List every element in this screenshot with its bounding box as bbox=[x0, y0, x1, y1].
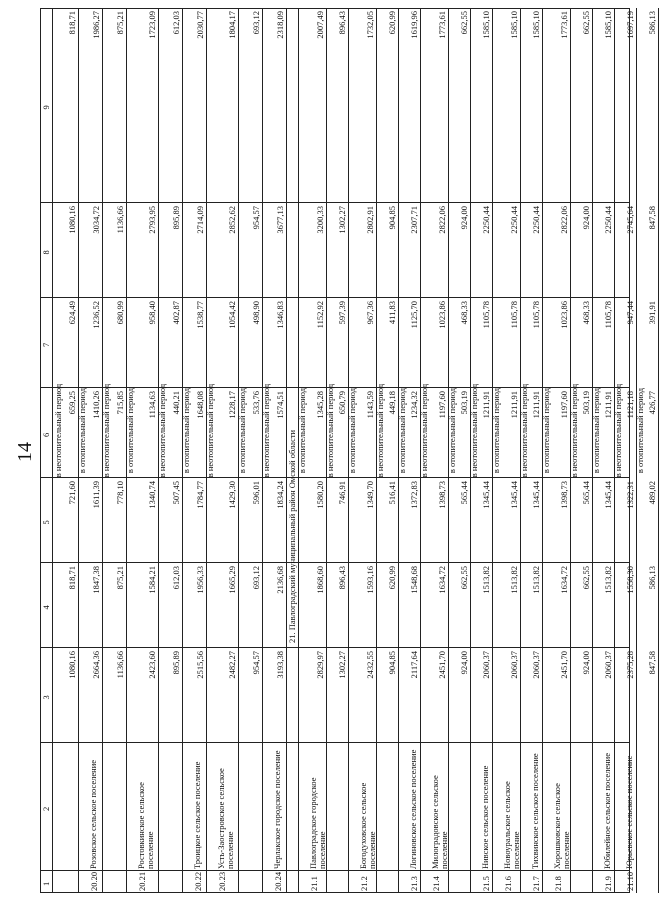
value-cell: 662,55 bbox=[581, 11, 591, 35]
row-id: 21.1 bbox=[309, 876, 319, 891]
row-id: 21.3 bbox=[409, 876, 419, 891]
value-cell: 1023,86 bbox=[559, 301, 569, 329]
value-cell: 411,83 bbox=[387, 301, 397, 325]
row-id: 21.8 bbox=[553, 876, 563, 891]
period-label: в неотопительный период bbox=[469, 383, 479, 478]
row-name: Юбилейное сельское поселение bbox=[602, 752, 612, 869]
row-id: 20.21 bbox=[137, 871, 147, 891]
value-cell: 1538,77 bbox=[195, 301, 205, 329]
value-cell: 1054,42 bbox=[227, 301, 237, 329]
value-cell: 1136,66 bbox=[115, 651, 125, 679]
value-cell: 565,44 bbox=[459, 481, 469, 505]
value-cell: 426,77 bbox=[647, 391, 657, 415]
value-cell: 1585,10 bbox=[531, 11, 541, 39]
value-cell: 967,36 bbox=[365, 301, 375, 325]
value-cell: 2136,68 bbox=[275, 566, 285, 594]
value-cell: 947,44 bbox=[625, 301, 635, 325]
value-cell: 875,21 bbox=[115, 11, 125, 35]
value-cell: 778,10 bbox=[115, 481, 125, 505]
value-cell: 896,43 bbox=[337, 566, 347, 590]
value-cell: 1429,30 bbox=[227, 481, 237, 509]
row-name: Юрьевское сельское поселение bbox=[624, 755, 634, 869]
row-name: Новоуральское сельское поселение bbox=[502, 781, 521, 869]
value-cell: 1986,27 bbox=[91, 11, 101, 39]
value-cell: 924,00 bbox=[459, 206, 469, 230]
value-cell: 895,89 bbox=[171, 206, 181, 230]
value-cell: 2060,37 bbox=[603, 651, 613, 679]
value-cell: 924,00 bbox=[581, 206, 591, 230]
value-cell: 1513,82 bbox=[531, 566, 541, 594]
period-label: в отопительный период bbox=[181, 387, 191, 474]
row-id: 20.24 bbox=[273, 871, 283, 891]
value-cell: 2432,55 bbox=[365, 651, 375, 679]
value-cell: 1080,16 bbox=[67, 206, 77, 234]
value-cell: 2482,27 bbox=[227, 651, 237, 679]
value-cell: 597,39 bbox=[337, 301, 347, 325]
period-label: в отопительный период bbox=[237, 387, 247, 474]
value-cell: 1080,16 bbox=[67, 651, 77, 679]
value-cell: 3677,13 bbox=[275, 206, 285, 234]
row-id: 20.22 bbox=[193, 871, 203, 891]
period-label: в неотопительный период bbox=[205, 383, 215, 478]
value-cell: 565,44 bbox=[581, 481, 591, 505]
row-name: Милоградовское сельское поселение bbox=[430, 775, 449, 869]
header-cell: 1 bbox=[41, 881, 51, 886]
value-cell: 1773,61 bbox=[559, 11, 569, 39]
value-cell: 3193,38 bbox=[275, 651, 285, 679]
value-cell: 1619,96 bbox=[409, 11, 419, 39]
value-cell: 1611,39 bbox=[91, 481, 101, 509]
value-cell: 715,85 bbox=[115, 391, 125, 415]
period-label: в неотопительный период bbox=[53, 383, 63, 478]
value-cell: 1585,10 bbox=[603, 11, 613, 39]
value-cell: 1134,63 bbox=[147, 391, 157, 419]
row-id: 20.23 bbox=[217, 871, 227, 891]
value-cell: 2793,95 bbox=[147, 206, 157, 234]
value-cell: 1648,08 bbox=[195, 391, 205, 419]
value-cell: 503,19 bbox=[581, 391, 591, 415]
value-cell: 1580,20 bbox=[315, 481, 325, 509]
value-cell: 1349,70 bbox=[365, 481, 375, 509]
value-cell: 2451,70 bbox=[437, 651, 447, 679]
value-cell: 2822,06 bbox=[559, 206, 569, 234]
header-cell: 5 bbox=[41, 520, 51, 525]
value-cell: 958,40 bbox=[147, 301, 157, 325]
period-label: в неотопительный период bbox=[613, 383, 623, 478]
value-cell: 1593,16 bbox=[365, 566, 375, 594]
value-cell: 1410,26 bbox=[91, 391, 101, 419]
period-label: в неотопительный период bbox=[325, 383, 335, 478]
value-cell: 2060,37 bbox=[531, 651, 541, 679]
value-cell: 954,57 bbox=[251, 651, 261, 675]
period-label: в неотопительный период bbox=[569, 383, 579, 478]
row-id: 21.7 bbox=[531, 876, 541, 891]
value-cell: 1773,61 bbox=[437, 11, 447, 39]
value-cell: 2423,60 bbox=[147, 651, 157, 679]
value-cell: 2030,77 bbox=[195, 11, 205, 39]
value-cell: 1513,82 bbox=[603, 566, 613, 594]
value-cell: 2451,70 bbox=[559, 651, 569, 679]
value-cell: 1723,09 bbox=[147, 11, 157, 39]
value-cell: 847,58 bbox=[647, 651, 657, 675]
value-cell: 904,85 bbox=[387, 651, 397, 675]
value-cell: 2745,64 bbox=[625, 206, 635, 234]
value-cell: 1211,91 bbox=[509, 391, 519, 419]
value-cell: 2307,71 bbox=[409, 206, 419, 234]
period-label: в неотопительный период bbox=[101, 383, 111, 478]
row-name: Хорошковское сельское поселение bbox=[552, 783, 571, 869]
value-cell: 1697,19 bbox=[625, 11, 635, 39]
value-cell: 468,33 bbox=[581, 301, 591, 325]
value-cell: 1345,44 bbox=[603, 481, 613, 509]
value-cell: 586,13 bbox=[647, 566, 657, 590]
value-cell: 904,85 bbox=[387, 206, 397, 230]
period-label: в неотопительный период bbox=[375, 383, 385, 478]
value-cell: 1804,17 bbox=[227, 11, 237, 39]
value-cell: 818,71 bbox=[67, 11, 77, 35]
value-cell: 1834,24 bbox=[275, 481, 285, 509]
value-cell: 2250,44 bbox=[509, 206, 519, 234]
value-cell: 1105,78 bbox=[481, 301, 491, 329]
value-cell: 1105,78 bbox=[509, 301, 519, 329]
row-name: Усть-Заостровское сельское поселение bbox=[216, 768, 235, 869]
value-cell: 662,55 bbox=[459, 11, 469, 35]
value-cell: 1211,91 bbox=[603, 391, 613, 419]
row-id: 21.9 bbox=[603, 876, 613, 891]
value-cell: 2250,44 bbox=[481, 206, 491, 234]
period-label: в неотопительный период bbox=[419, 383, 429, 478]
value-cell: 1513,82 bbox=[481, 566, 491, 594]
value-cell: 2250,44 bbox=[531, 206, 541, 234]
value-cell: 503,19 bbox=[459, 391, 469, 415]
period-label: в отопительный период bbox=[397, 387, 407, 474]
header-cell: 9 bbox=[41, 105, 51, 110]
value-cell: 896,43 bbox=[337, 11, 347, 35]
value-cell: 1372,83 bbox=[409, 481, 419, 509]
value-cell: 2250,44 bbox=[603, 206, 613, 234]
value-cell: 875,21 bbox=[115, 566, 125, 590]
page-number: 14 bbox=[14, 442, 36, 462]
value-cell: 1302,27 bbox=[337, 206, 347, 234]
value-cell: 680,99 bbox=[115, 301, 125, 325]
value-cell: 1345,44 bbox=[531, 481, 541, 509]
period-label: в отопительный период bbox=[591, 387, 601, 474]
value-cell: 2714,09 bbox=[195, 206, 205, 234]
value-cell: 1847,38 bbox=[91, 566, 101, 594]
value-cell: 402,87 bbox=[171, 301, 181, 325]
value-cell: 1302,27 bbox=[337, 651, 347, 679]
value-cell: 507,45 bbox=[171, 481, 181, 505]
header-cell: 7 bbox=[41, 342, 51, 347]
row-id: 21.10 bbox=[625, 871, 635, 891]
value-cell: 1105,78 bbox=[603, 301, 613, 329]
value-cell: 1152,92 bbox=[315, 301, 325, 329]
table-border bbox=[40, 8, 630, 893]
row-name: Троицкое сельское поселение bbox=[192, 761, 202, 869]
value-cell: 1585,10 bbox=[509, 11, 519, 39]
value-cell: 449,18 bbox=[387, 391, 397, 415]
value-cell: 1584,21 bbox=[147, 566, 157, 594]
row-id: 21.6 bbox=[503, 876, 513, 891]
value-cell: 1513,82 bbox=[509, 566, 519, 594]
value-cell: 847,58 bbox=[647, 206, 657, 230]
row-name: Черлакское городское поселение bbox=[272, 750, 282, 869]
value-cell: 1346,83 bbox=[275, 301, 285, 329]
header-cell: 4 bbox=[41, 605, 51, 610]
value-cell: 498,90 bbox=[251, 301, 261, 325]
header-cell: 3 bbox=[41, 695, 51, 700]
value-cell: 1105,78 bbox=[531, 301, 541, 329]
value-cell: 1236,52 bbox=[91, 301, 101, 329]
row-name: Нивское сельское поселение bbox=[480, 765, 490, 869]
value-cell: 1345,44 bbox=[509, 481, 519, 509]
value-cell: 1345,44 bbox=[481, 481, 491, 509]
value-cell: 2060,37 bbox=[481, 651, 491, 679]
period-label: в неотопительный период bbox=[519, 383, 529, 478]
value-cell: 2829,97 bbox=[315, 651, 325, 679]
value-cell: 1136,66 bbox=[115, 206, 125, 234]
value-cell: 2117,64 bbox=[409, 651, 419, 679]
row-name: Тихвинское сельское поселение bbox=[530, 753, 540, 869]
value-cell: 1548,68 bbox=[409, 566, 419, 594]
value-cell: 1211,91 bbox=[531, 391, 541, 419]
value-cell: 746,91 bbox=[337, 481, 347, 505]
value-cell: 612,03 bbox=[171, 566, 181, 590]
value-cell: 624,49 bbox=[67, 301, 77, 325]
value-cell: 1023,86 bbox=[437, 301, 447, 329]
value-cell: 659,25 bbox=[67, 391, 77, 415]
value-cell: 2375,28 bbox=[625, 651, 635, 679]
value-cell: 818,71 bbox=[67, 566, 77, 590]
value-cell: 3034,72 bbox=[91, 206, 101, 234]
period-label: в неотопительный период bbox=[261, 383, 271, 478]
value-cell: 721,60 bbox=[67, 481, 77, 505]
row-id: 21.5 bbox=[481, 876, 491, 891]
period-label: в отопительный период bbox=[447, 387, 457, 474]
value-cell: 2822,06 bbox=[437, 206, 447, 234]
row-name: Розовское сельское поселение bbox=[88, 759, 98, 869]
value-cell: 1228,17 bbox=[227, 391, 237, 419]
value-cell: 3200,33 bbox=[315, 206, 325, 234]
value-cell: 1211,91 bbox=[481, 391, 491, 419]
value-cell: 468,33 bbox=[459, 301, 469, 325]
value-cell: 1398,73 bbox=[437, 481, 447, 509]
value-cell: 2852,62 bbox=[227, 206, 237, 234]
value-cell: 1956,33 bbox=[195, 566, 205, 594]
value-cell: 2318,09 bbox=[275, 11, 285, 39]
value-cell: 662,55 bbox=[459, 566, 469, 590]
value-cell: 924,00 bbox=[581, 651, 591, 675]
period-label: в отопительный период bbox=[491, 387, 501, 474]
value-cell: 1868,60 bbox=[315, 566, 325, 594]
section-title: 21. Павлоградский муниципальный район Омской области bbox=[287, 429, 297, 643]
value-cell: 1322,31 bbox=[625, 481, 635, 509]
value-cell: 1784,77 bbox=[195, 481, 205, 509]
row-id: 21.4 bbox=[431, 876, 441, 891]
value-cell: 1197,60 bbox=[437, 391, 447, 419]
value-cell: 2007,49 bbox=[315, 11, 325, 39]
value-cell: 1121,18 bbox=[625, 391, 635, 419]
value-cell: 391,91 bbox=[647, 301, 657, 325]
value-cell: 693,12 bbox=[251, 11, 261, 35]
value-cell: 1197,60 bbox=[559, 391, 569, 419]
period-label: в отопительный период bbox=[541, 387, 551, 474]
value-cell: 1634,72 bbox=[437, 566, 447, 594]
period-label: в отопительный период bbox=[125, 387, 135, 474]
value-cell: 895,89 bbox=[171, 651, 181, 675]
value-cell: 2664,36 bbox=[91, 651, 101, 679]
row-name: Павлоградское городское поселение bbox=[308, 777, 327, 869]
period-label: в отопительный период bbox=[635, 387, 645, 474]
value-cell: 1634,72 bbox=[559, 566, 569, 594]
value-cell: 1143,59 bbox=[365, 391, 375, 419]
period-label: в отопительный период bbox=[347, 387, 357, 474]
value-cell: 533,76 bbox=[251, 391, 261, 415]
row-name: Богодуховское сельское поселение bbox=[358, 782, 377, 869]
period-label: в отопительный период bbox=[77, 387, 87, 474]
value-cell: 954,57 bbox=[251, 206, 261, 230]
value-cell: 1732,05 bbox=[365, 11, 375, 39]
value-cell: 440,21 bbox=[171, 391, 181, 415]
header-cell: 6 bbox=[41, 432, 51, 437]
row-name: Ростовкинское сельское поселение bbox=[136, 782, 155, 869]
value-cell: 2515,56 bbox=[195, 651, 205, 679]
value-cell: 586,13 bbox=[647, 11, 657, 35]
period-label: в отопительный период bbox=[297, 387, 307, 474]
value-cell: 2060,37 bbox=[509, 651, 519, 679]
value-cell: 1234,32 bbox=[409, 391, 419, 419]
header-cell: 8 bbox=[41, 250, 51, 255]
header-cell: 2 bbox=[41, 806, 51, 811]
value-cell: 1574,51 bbox=[275, 391, 285, 419]
value-cell: 2802,91 bbox=[365, 206, 375, 234]
value-cell: 620,99 bbox=[387, 11, 397, 35]
value-cell: 1398,73 bbox=[559, 481, 569, 509]
value-cell: 1558,30 bbox=[625, 566, 635, 594]
value-cell: 650,79 bbox=[337, 391, 347, 415]
value-cell: 1125,70 bbox=[409, 301, 419, 329]
row-id: 20.20 bbox=[89, 871, 99, 891]
value-cell: 489,02 bbox=[647, 481, 657, 505]
value-cell: 596,01 bbox=[251, 481, 261, 505]
row-name: Логиновское сельское поселение bbox=[408, 749, 418, 869]
value-cell: 612,03 bbox=[171, 11, 181, 35]
row-id: 21.2 bbox=[359, 876, 369, 891]
value-cell: 516,41 bbox=[387, 481, 397, 505]
value-cell: 1585,10 bbox=[481, 11, 491, 39]
value-cell: 1340,74 bbox=[147, 481, 157, 509]
value-cell: 924,00 bbox=[459, 651, 469, 675]
value-cell: 1665,29 bbox=[227, 566, 237, 594]
value-cell: 620,99 bbox=[387, 566, 397, 590]
value-cell: 1345,28 bbox=[315, 391, 325, 419]
value-cell: 693,12 bbox=[251, 566, 261, 590]
value-cell: 662,55 bbox=[581, 566, 591, 590]
period-label: в неотопительный период bbox=[157, 383, 167, 478]
